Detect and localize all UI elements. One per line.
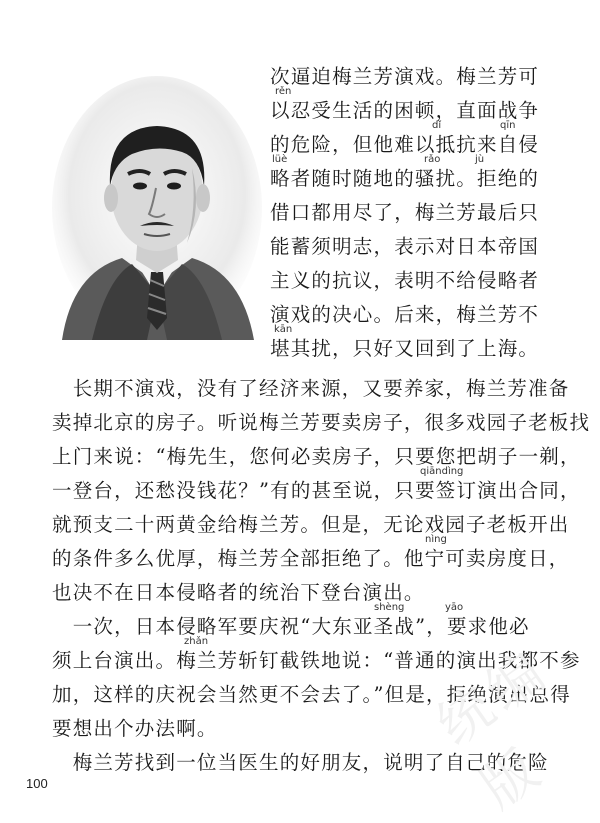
watermark-text: 统编版 bbox=[425, 637, 561, 821]
text-line: 要想出个办法啊。 bbox=[52, 717, 218, 740]
text-line: 演戏的决心。后来，梅兰芳不 bbox=[270, 303, 540, 326]
text-line: 加，这样的庆祝会当然更不会去了。”但是，拒绝演出总得 bbox=[52, 683, 571, 706]
text-line: 上门来说：“梅先生，您何必卖房子，只要您把胡子一剃， bbox=[52, 445, 581, 468]
text-line: 堪其扰，只好又回到了上海。 bbox=[270, 337, 540, 360]
pinyin-annotation: shèng bbox=[374, 602, 405, 613]
text-line: 借口都用尽了，梅兰芳最后只 bbox=[270, 201, 540, 224]
text-line: 也决不在日本侵略者的统治下登台演出。 bbox=[52, 581, 425, 604]
text-line: 须上台演出。梅兰芳斩钉截铁地说：“普通的演出我都不参 bbox=[52, 649, 581, 672]
text-line: 长期不演戏，没有了经济来源，又要养家，梅兰芳准备 bbox=[52, 377, 570, 400]
pinyin-annotation: zhǎn bbox=[184, 636, 209, 647]
pinyin-annotation: rǎo bbox=[424, 154, 441, 165]
pinyin-annotation: nìng bbox=[425, 534, 447, 545]
pinyin-annotation: yāo bbox=[445, 602, 464, 613]
text-line: 主义的抗议，表明不给侵略者 bbox=[270, 269, 540, 292]
portrait-image bbox=[52, 68, 262, 340]
text-line: 次逼迫梅兰芳演戏。梅兰芳可 bbox=[270, 65, 540, 88]
text-line: 以忍受生活的困顿，直面战争 bbox=[270, 99, 540, 122]
text-line: 能蓄须明志，表示对日本帝国 bbox=[270, 235, 540, 258]
pinyin-annotation: qīn bbox=[500, 120, 516, 131]
text-line: 一次，日本侵略军要庆祝“大东亚圣战”，要求他必 bbox=[52, 615, 530, 638]
text-line: 略者随时随地的骚扰。拒绝的 bbox=[270, 167, 540, 190]
text-line: 的条件多么优厚，梅兰芳全部拒绝了。他宁可卖房度日， bbox=[52, 547, 570, 570]
pinyin-annotation: rěn bbox=[275, 86, 292, 97]
text-line: 就预支二十两黄金给梅兰芳。但是，无论戏园子老板开出 bbox=[52, 513, 570, 536]
pinyin-annotation: kān bbox=[274, 324, 293, 335]
text-line: 一登台，还愁没钱花？”有的甚至说，只要签订演出合同， bbox=[52, 479, 581, 502]
pinyin-annotation: lüè bbox=[272, 154, 288, 165]
page-number: 100 bbox=[26, 776, 48, 791]
pinyin-annotation: jù bbox=[475, 154, 485, 165]
pinyin-annotation: qiāndìng bbox=[420, 466, 464, 477]
text-line: 卖掉北京的房子。听说梅兰芳要卖房子，很多戏园子老板找 bbox=[52, 411, 591, 434]
pinyin-annotation: dǐ bbox=[432, 120, 442, 131]
text-line: 梅兰芳找到一位当医生的好朋友，说明了自己的危险 bbox=[52, 751, 549, 774]
text-line: 的危险，但他难以抵抗来自侵 bbox=[270, 133, 540, 156]
